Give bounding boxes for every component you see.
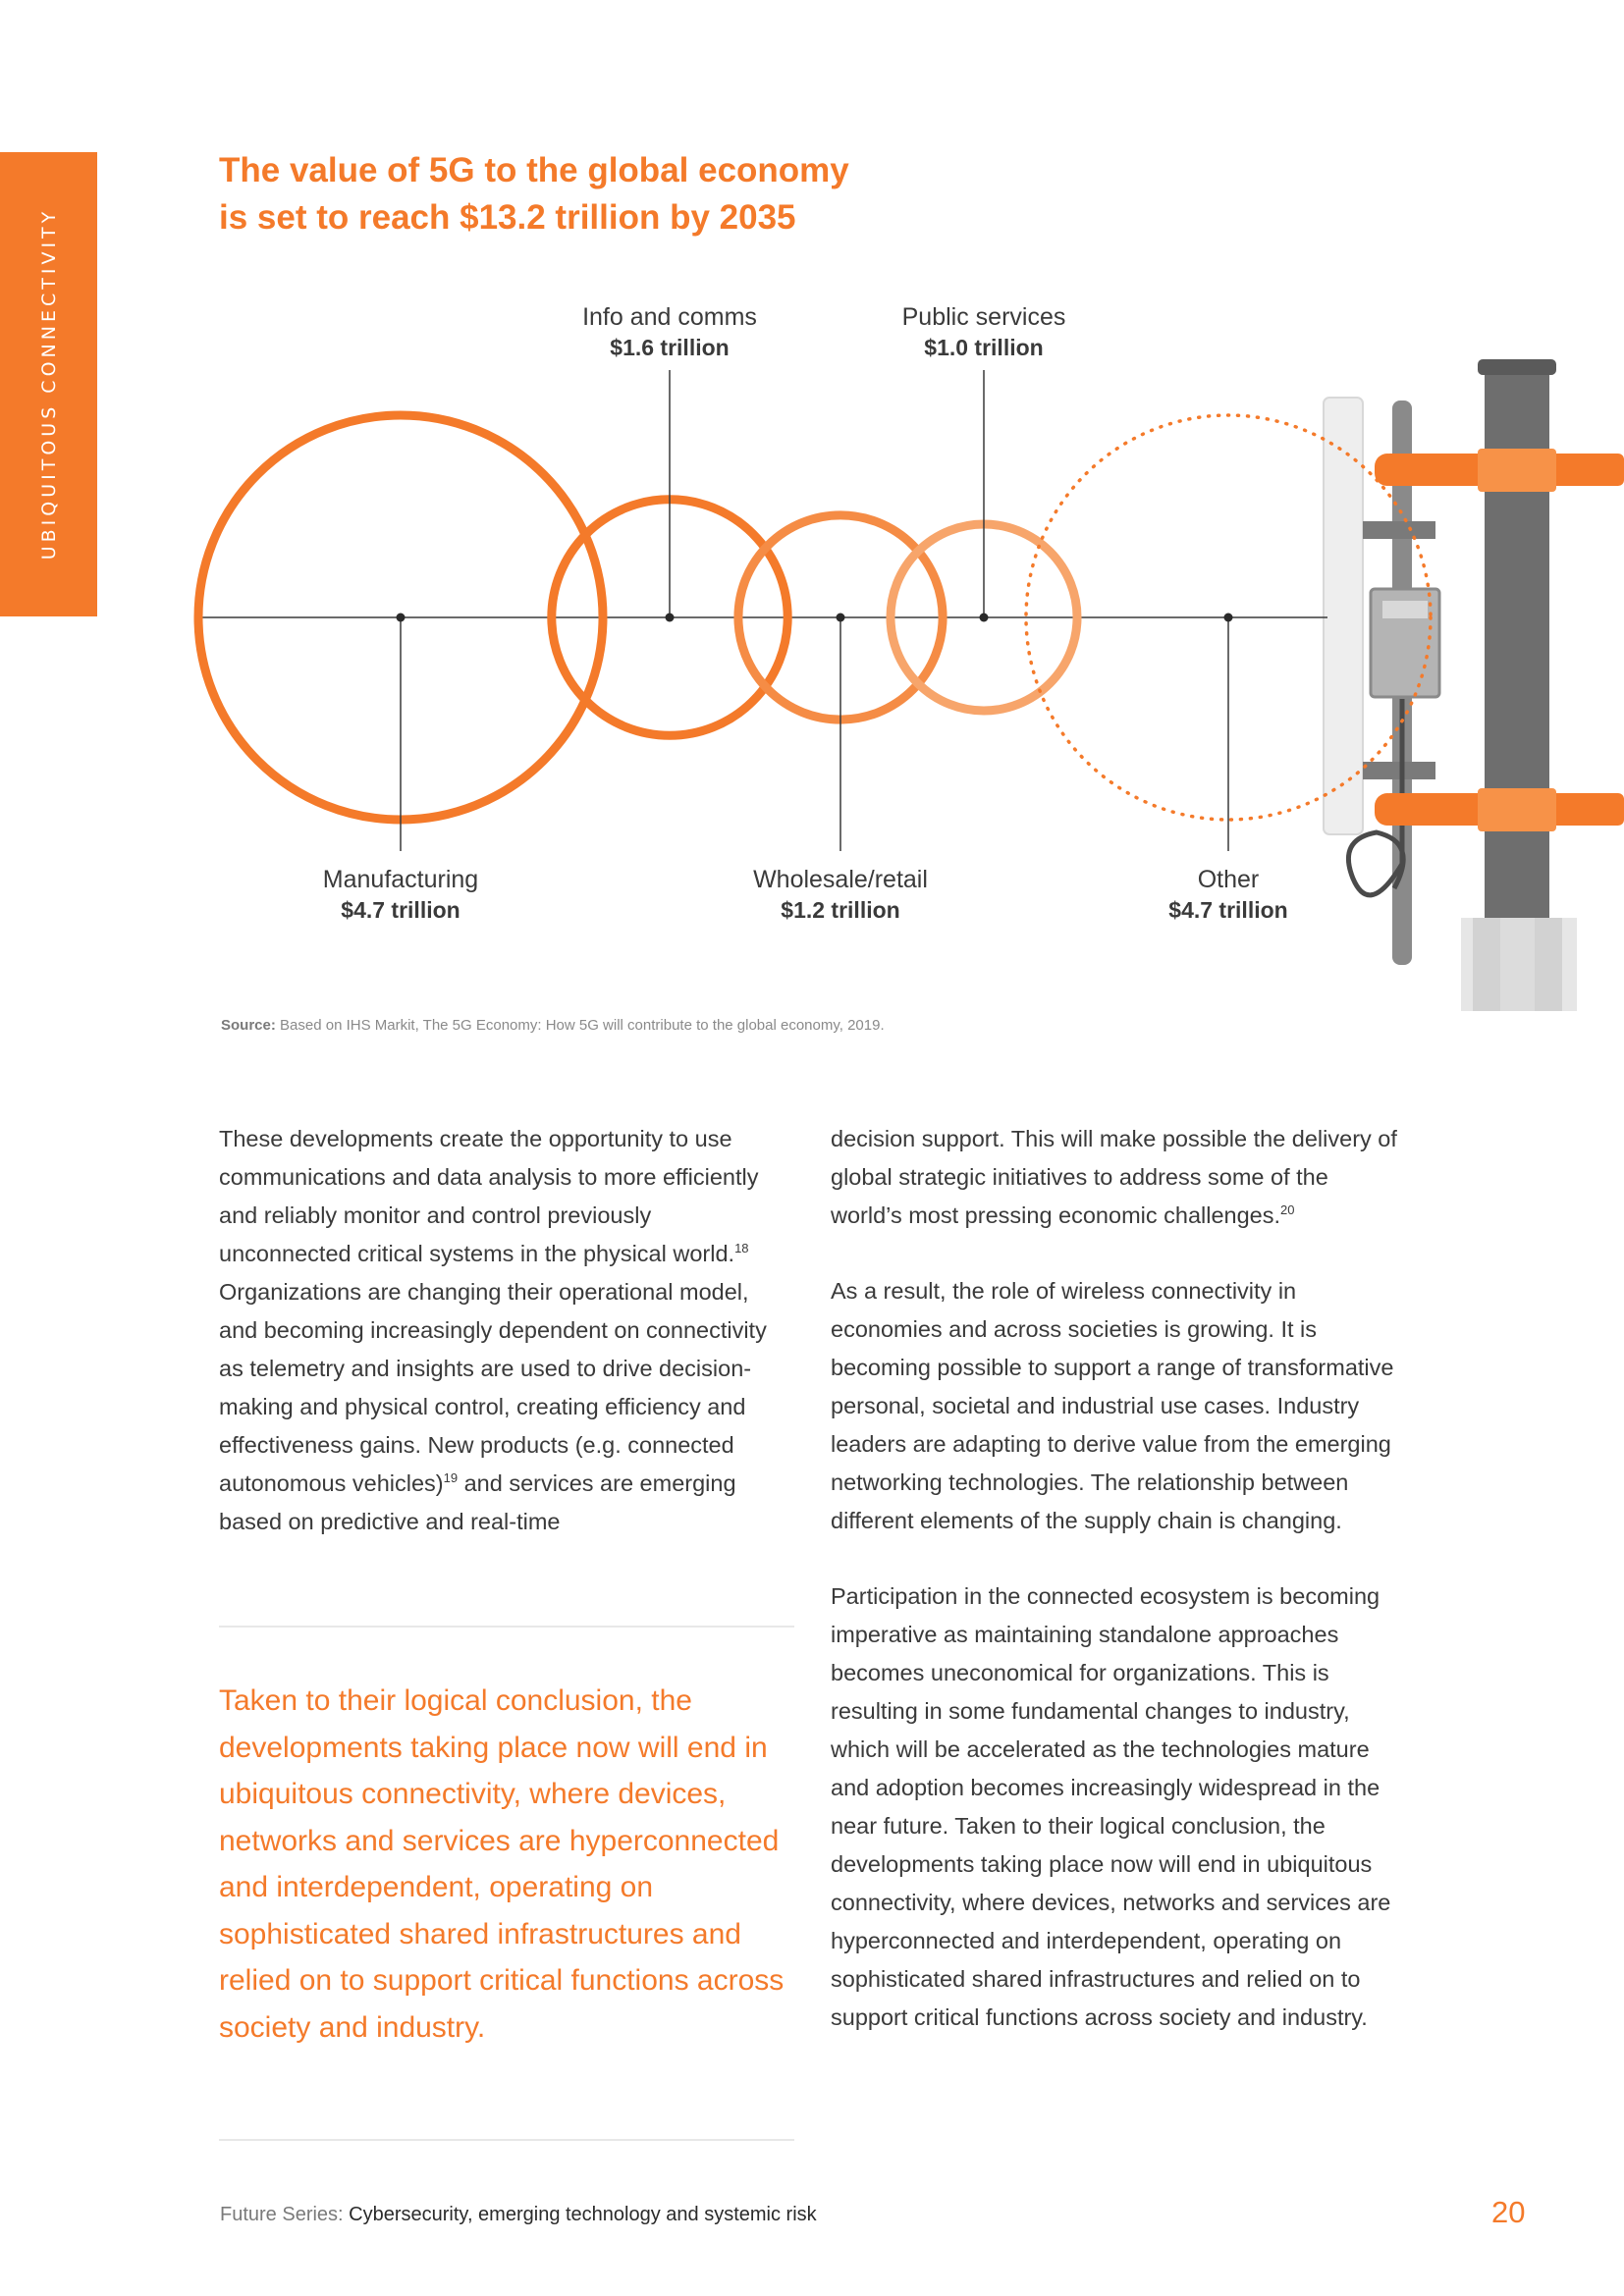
category-label: Public services xyxy=(901,303,1066,331)
page-title xyxy=(219,147,965,241)
data-point-marker xyxy=(980,614,989,622)
page-title-line-1: The value of 5G to the global economy xyxy=(219,151,849,189)
category-label: Other xyxy=(1197,866,1260,893)
footnote-ref[interactable]: 20 xyxy=(1280,1202,1295,1218)
body-paragraph: Participation in the connected ecosystem is becoming imperative as maintaining standalone approaches becomes uneconomical for organizations. This is resulting in some fundamental changes to industry, which will be accelerated as the technologies mature and adoption becomes increasingly widespread in the near future. Taken to their logical conclusion, the developments taking place now will end in ubiquitous connectivity, where devices, networks and services are hyperconnected and interdependent, operating on sophisticated shared infrastructures and relied on to support critical functions across society and industry. xyxy=(831,1583,1391,2030)
footer xyxy=(220,2204,817,2226)
value-label: $4.7 trillion xyxy=(341,897,460,923)
category-label: Info and comms xyxy=(582,303,757,331)
body-paragraph: As a result, the role of wireless connectivity in economies and across societies is growing. It is becoming possible to support a range of transformative personal, societal and industrial use cases. Industry leaders are adapting to derive value from the emerging networking technologies. The relationship between different elements of the supply chain is changing. xyxy=(831,1278,1394,1533)
page-number: 20 xyxy=(1491,2195,1526,2229)
body-paragraph: These developments create the opportunity to use communications and data analysis to more efficiently and reliably monitor and control previously unconnected critical systems in the physical world.$^{18}$ Organizations are changing their operational model, and becoming increasingly dependent on connectivity as telemetry and insights are used to drive decision-making and physical control, creating efficiency and effectiveness gains. New products (e.g. connected autonomous vehicles)$^{19}$ and services are emerging based on predictive and real-time xyxy=(219,1126,767,1534)
data-point-marker xyxy=(666,614,675,622)
body-column-left xyxy=(219,1120,769,1541)
divider-top xyxy=(219,1626,794,1628)
divider-bottom xyxy=(219,2139,794,2141)
page-title-line-2: is set to reach $13.2 trillion by 2035 xyxy=(219,198,796,237)
data-point-marker xyxy=(1224,614,1233,622)
source-label: Source: xyxy=(221,1017,276,1034)
body-column-right xyxy=(831,1120,1400,2037)
section-tab-label: UBIQUITOUS CONNECTIVITY xyxy=(38,207,60,561)
body-paragraph: decision support. This will make possible the delivery of global strategic initiatives to address some of the world’s most pressing economic challenges.$^{20}$ xyxy=(831,1126,1397,1228)
footnote-ref[interactable]: 19 xyxy=(443,1470,459,1486)
data-point-marker xyxy=(837,614,845,622)
value-label: $1.6 trillion xyxy=(610,335,730,360)
footnote-ref[interactable]: 18 xyxy=(734,1241,749,1256)
pull-quote: Taken to their logical conclusion, the developments taking place now will end in ubiquitous connectivity, where devices, networks and services are hyperconnected and interdependent, operating on sophisticated shared infrastructures and relied on to support critical functions across society and industry. xyxy=(219,1684,785,2044)
category-label: Manufacturing xyxy=(322,866,479,893)
bubble-chart xyxy=(0,285,1624,1011)
value-label: $1.2 trillion xyxy=(781,897,900,923)
footer-series-title: Cybersecurity, emerging technology and systemic risk xyxy=(349,2204,817,2225)
source-note xyxy=(221,1017,885,1034)
source-text: Based on IHS Markit, The 5G Economy: How 5G will contribute to the global economy, 2019. xyxy=(280,1017,885,1034)
data-point-marker xyxy=(397,614,406,622)
antenna-mast-illustration xyxy=(1324,359,1624,1011)
category-label: Wholesale/retail xyxy=(753,866,928,893)
value-label: $1.0 trillion xyxy=(924,335,1044,360)
footer-series-label: Future Series: xyxy=(220,2204,344,2225)
value-label: $4.7 trillion xyxy=(1168,897,1288,923)
